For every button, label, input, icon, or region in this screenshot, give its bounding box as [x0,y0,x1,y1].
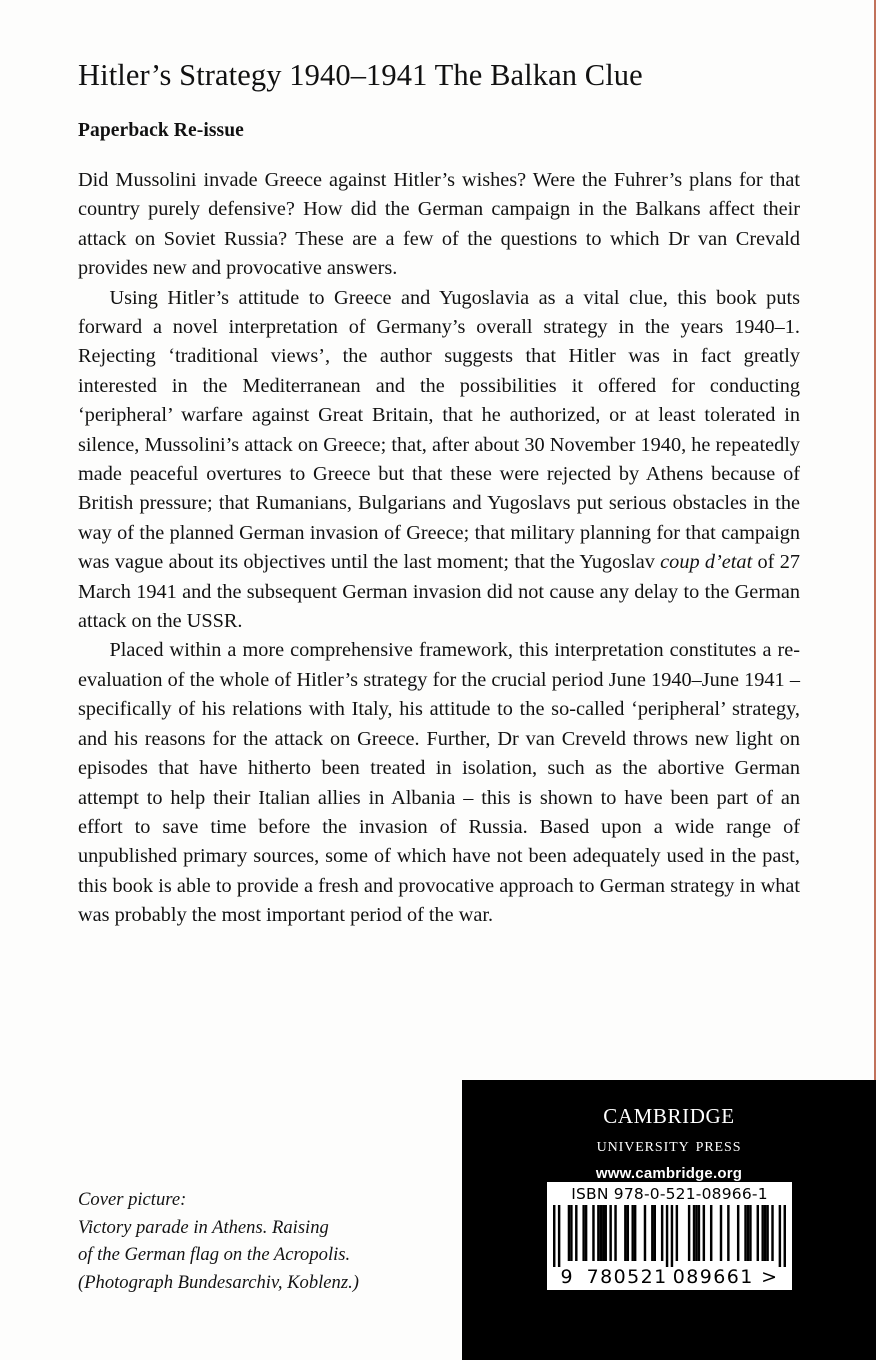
blurb-paragraph-2 [78,284,800,637]
cover-credit-line-1: Cover picture: [78,1189,187,1210]
blurb-text [78,142,800,931]
blurb-paragraph-2-part-1: Using Hitler’s attitude to Greece and Yugoslavia as a vital clue, this book puts forward a novel interpretation of Germany’s overall strategy in the years 1940–1. Rejecting ‘traditional views’, the author suggests that Hitler was in fact greatly interested in the Mediterranean and the possibilities it offered for conducting ‘peripheral’ warfare against Great Britain, that he authorized, or at least tolerated in silence, Mussolini’s attack on Greece; that, after about 30 November 1940, he repeatedly made peaceful overtures to Greece but that these were rejected by Athens because of British pressure; that Rumanians, Bulgarians and Yugoslavs put serious obstacles in the way of the planned German invasion of Greece; that military planning for that campaign was vague about its objectives until the last moment; that the Yugoslav [78,286,800,574]
blurb-paragraph-3: Placed within a more comprehensive framework, this interpretation constitutes a re-evaluation of the whole of Hitler’s strategy for the crucial period June 1940–June 1941 – specifically of his relations with Italy, his attitude to the so-called ‘peripheral’ strategy, and his reasons for the attack on Greece. Further, Dr van Creveld throws new light on episodes that have hitherto been treated in isolation, such as the abortive German attempt to help their Italian allies in Albania – this is shown to have been part of an effort to save time before the invasion of Russia. Based upon a wide range of unpublished primary sources, some of which have not been adequately used in the past, this book is able to provide a fresh and provocative approach to German strategy in what was probably the most important period of the war. [78,639,800,927]
isbn-label: ISBN 978-0-521-08966-1 [571,1185,768,1203]
edition-label: Paperback Re-issue [78,119,244,141]
publisher-name: cambridge [603,1097,735,1130]
blurb-paragraph-2-italic: coup d’etat [660,551,753,574]
publisher-panel [462,1080,876,1360]
cover-credit-line-3: of the German flag on the Acropolis. [78,1244,351,1265]
cover-credit-line-4: (Photograph Bundesarchiv, Koblenz.) [78,1271,359,1293]
barcode-bars [553,1205,786,1267]
page-title: Hitler’s Strategy 1940–1941 The Balkan Clue [78,58,643,92]
blurb-paragraph-1: Did Mussolini invade Greece against Hitler’s wishes? Were the Fuhrer’s plans for that country purely defensive? How did the German campaign in the Balkans affect their attack on Soviet Russia? These are a few of the questions to which Dr van Crevald provides new and provocative answers. [78,168,800,280]
cambridge-university-press-logo [462,1080,876,1182]
cover-picture-credit [78,1186,458,1296]
ean-digits: 9 780521 089661 > [560,1266,779,1288]
publisher-subtitle: university press [596,1133,742,1156]
blurb-paragraph-2-part-2: of 27 March 1941 and the subsequent German invasion did not cause any delay to the German attack on the USSR. [78,551,800,633]
cover-credit-line-2: Victory parade in Athens. Raising [78,1216,329,1238]
cover-text-column [78,0,800,931]
barcode-block [547,1182,792,1290]
publisher-website[interactable]: www.cambridge.org [595,1165,743,1183]
